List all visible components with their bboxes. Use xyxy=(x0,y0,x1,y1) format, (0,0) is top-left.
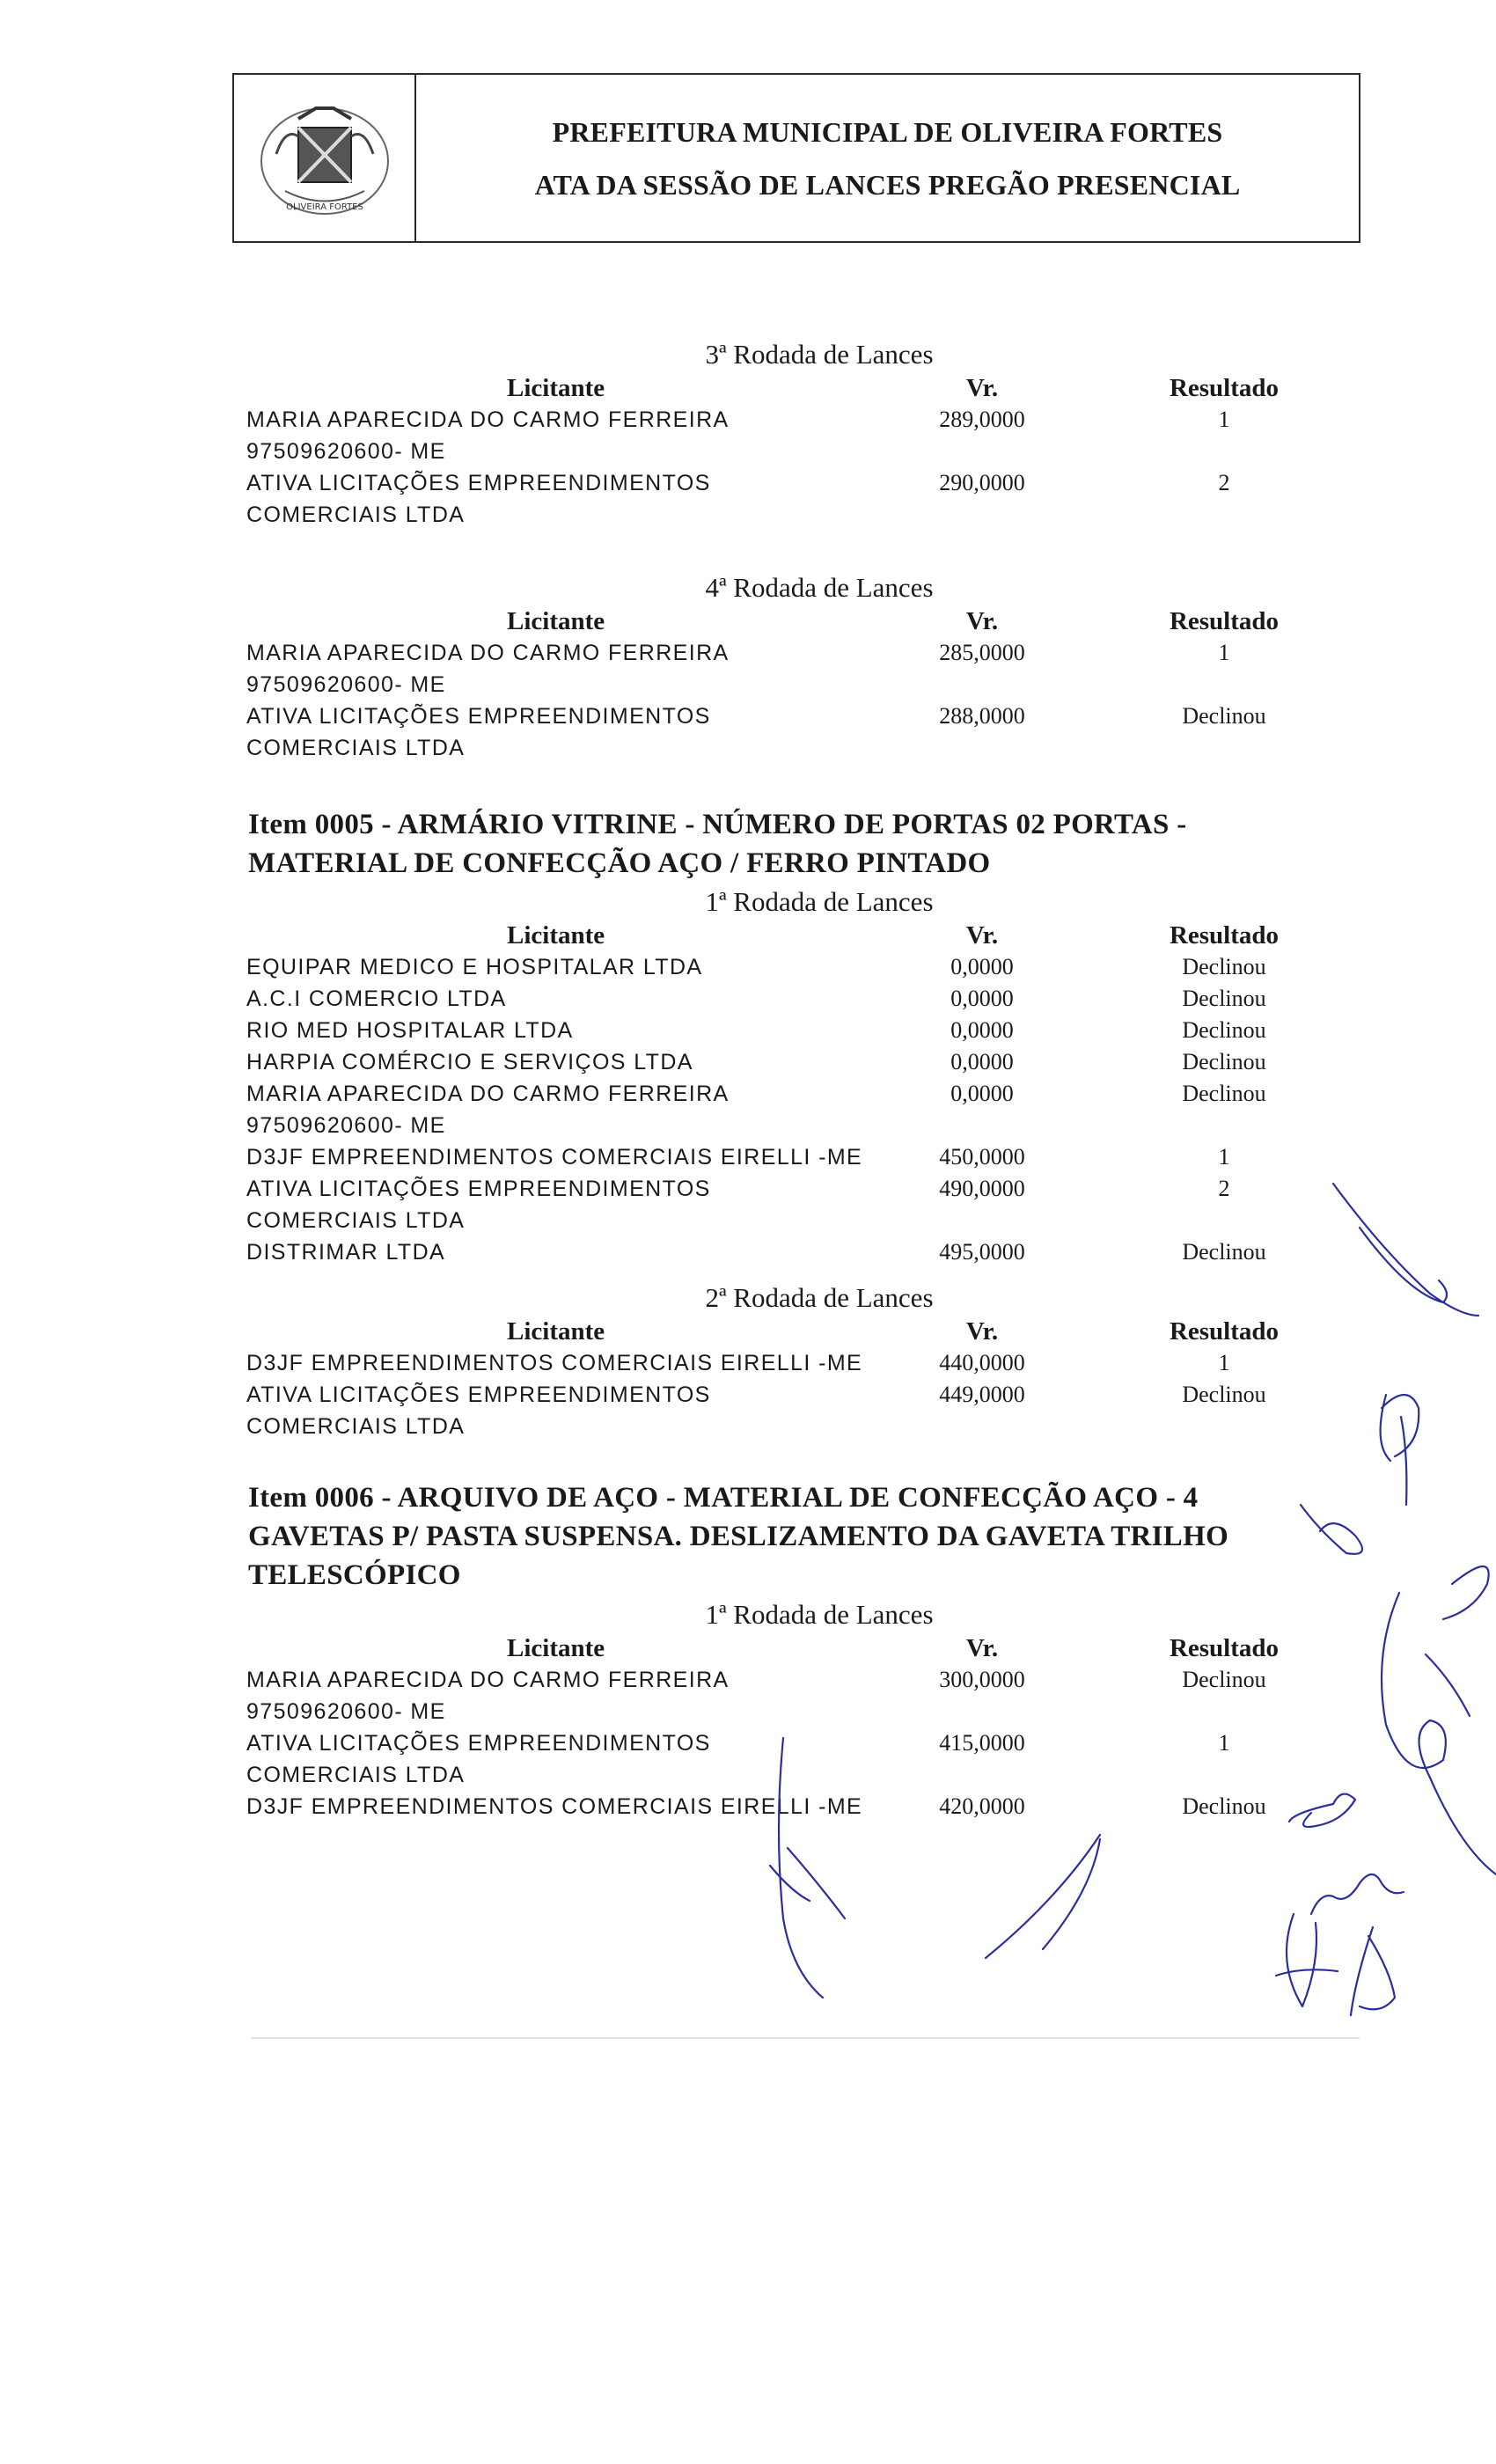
vr-cell: 300,0000 xyxy=(939,1667,1025,1692)
vr-cell: 285,0000 xyxy=(939,640,1025,665)
col-header-resultado: Resultado xyxy=(1169,921,1280,950)
table-row xyxy=(243,404,1299,467)
vr-cell: 0,0000 xyxy=(950,1081,1014,1106)
col-header-vr: Vr. xyxy=(965,374,999,402)
round-4-section xyxy=(243,570,1299,764)
licitante-cell: MARIA APARECIDA DO CARMO FERREIRA 97509620600- ME xyxy=(246,641,730,697)
licitante-cell: MARIA APARECIDA DO CARMO FERREIRA 97509620600- ME xyxy=(246,1082,730,1138)
table-row xyxy=(243,1236,1299,1268)
item-title-line: GAVETAS P/ PASTA SUSPENSA. DESLIZAMENTO DA GAVETA TRILHO xyxy=(248,1521,1229,1552)
item-0005-title xyxy=(248,805,1269,883)
item-title-line: Item 0006 - ARQUIVO DE AÇO - MATERIAL DE CONFECÇÃO AÇO - 4 xyxy=(248,1482,1199,1514)
table-row xyxy=(243,1046,1299,1078)
vr-cell: 415,0000 xyxy=(939,1730,1025,1756)
vr-cell: 290,0000 xyxy=(939,470,1025,495)
item-title-line: Item 0005 - ARMÁRIO VITRINE - NÚMERO DE PORTAS 02 PORTAS - xyxy=(248,809,1187,840)
table-row xyxy=(243,1347,1299,1379)
vr-cell: 288,0000 xyxy=(939,703,1025,729)
licitante-cell: EQUIPAR MEDICO E HOSPITALAR LTDA xyxy=(246,955,703,979)
licitante-cell: DISTRIMAR LTDA xyxy=(246,1240,446,1265)
signature-stroke xyxy=(1381,1395,1419,1505)
resultado-cell: Declinou xyxy=(1182,703,1266,729)
table-row xyxy=(243,1078,1299,1141)
col-header-resultado: Resultado xyxy=(1169,374,1280,402)
col-header-licitante: Licitante xyxy=(507,921,605,950)
col-header-resultado: Resultado xyxy=(1169,607,1280,635)
signature-stroke xyxy=(1382,1593,1496,1874)
licitante-cell: A.C.I COMERCIO LTDA xyxy=(246,986,507,1011)
page-divider xyxy=(251,2037,1360,2039)
table-row xyxy=(243,1015,1299,1046)
vr-cell: 495,0000 xyxy=(939,1239,1025,1265)
col-header-resultado: Resultado xyxy=(1169,1634,1280,1662)
municipal-seal-cell xyxy=(234,75,416,241)
resultado-cell: Declinou xyxy=(1182,1017,1266,1043)
resultado-cell: Declinou xyxy=(1182,1382,1266,1407)
header-title-line-2: ATA DA SESSÃO DE LANCES PREGÃO PRESENCIAL xyxy=(534,168,1241,201)
col-header-vr: Vr. xyxy=(965,1317,999,1346)
resultado-cell: 1 xyxy=(1218,1144,1230,1170)
vr-cell: 440,0000 xyxy=(939,1350,1025,1375)
resultado-cell: Declinou xyxy=(1182,1793,1266,1819)
table-row xyxy=(243,700,1299,764)
signature-stroke xyxy=(1351,1927,1395,2015)
table-row xyxy=(243,1727,1299,1791)
round-title: 3ª Rodada de Lances xyxy=(705,339,934,370)
svg-text:OLIVEIRA FORTES: OLIVEIRA FORTES xyxy=(285,202,363,212)
table-header-row xyxy=(243,1316,1299,1347)
vr-cell: 0,0000 xyxy=(950,954,1014,979)
resultado-cell: 1 xyxy=(1218,1730,1230,1756)
round-title: 1ª Rodada de Lances xyxy=(705,1599,934,1630)
signature-stroke xyxy=(1276,1914,1338,2006)
licitante-cell: ATIVA LICITAÇÕES EMPREENDIMENTOS COMERCIAIS LTDA xyxy=(246,471,711,527)
col-header-licitante: Licitante xyxy=(507,607,605,635)
signature-stroke xyxy=(986,1835,1100,1958)
resultado-cell: 1 xyxy=(1218,640,1230,665)
licitante-cell: ATIVA LICITAÇÕES EMPREENDIMENTOS COMERCIAIS LTDA xyxy=(246,1382,711,1439)
vr-cell: 289,0000 xyxy=(939,407,1025,432)
table-row xyxy=(243,467,1299,531)
table-row xyxy=(243,637,1299,700)
vr-cell: 450,0000 xyxy=(939,1144,1025,1170)
signature-stroke xyxy=(1426,1566,1489,1716)
item-title-line: TELESCÓPICO xyxy=(248,1559,461,1591)
item-0005-round-1-section xyxy=(243,884,1299,1268)
resultado-cell: 2 xyxy=(1218,470,1230,495)
table-header-row xyxy=(243,920,1299,951)
resultado-cell: Declinou xyxy=(1182,1081,1266,1106)
col-header-resultado: Resultado xyxy=(1169,1317,1280,1346)
resultado-cell: Declinou xyxy=(1182,1239,1266,1265)
signature-stroke xyxy=(1311,1874,1404,1914)
round-title: 4ª Rodada de Lances xyxy=(705,572,934,603)
vr-cell: 420,0000 xyxy=(939,1793,1025,1819)
vr-cell: 490,0000 xyxy=(939,1176,1025,1201)
licitante-cell: D3JF EMPREENDIMENTOS COMERCIAIS EIRELLI -ME xyxy=(246,1794,863,1819)
resultado-cell: 2 xyxy=(1218,1176,1230,1201)
licitante-cell: HARPIA COMÉRCIO E SERVIÇOS LTDA xyxy=(246,1050,693,1074)
resultado-cell: Declinou xyxy=(1182,1049,1266,1074)
item-title-line: MATERIAL DE CONFECÇÃO AÇO / FERRO PINTADO xyxy=(248,847,991,879)
document-header xyxy=(232,73,1360,243)
header-title-line-1: PREFEITURA MUNICIPAL DE OLIVEIRA FORTES xyxy=(552,115,1223,148)
vr-cell: 0,0000 xyxy=(950,1049,1014,1074)
resultado-cell: 1 xyxy=(1218,1350,1230,1375)
signature-stroke xyxy=(1301,1505,1362,1554)
licitante-cell: MARIA APARECIDA DO CARMO FERREIRA 97509620600- ME xyxy=(246,1668,730,1724)
round-title: 1ª Rodada de Lances xyxy=(705,886,934,917)
table-header-row xyxy=(243,605,1299,637)
table-header-row xyxy=(243,372,1299,404)
table-header-row xyxy=(243,1632,1299,1664)
licitante-cell: ATIVA LICITAÇÕES EMPREENDIMENTOS COMERCIAIS LTDA xyxy=(246,1731,711,1787)
round-3-section xyxy=(243,337,1299,531)
table-row xyxy=(243,1379,1299,1442)
header-title-cell xyxy=(416,75,1359,241)
round-title: 2ª Rodada de Lances xyxy=(705,1282,934,1313)
signature-stroke xyxy=(1333,1184,1478,1316)
item-0005-round-2-section xyxy=(243,1280,1299,1442)
col-header-licitante: Licitante xyxy=(507,1317,605,1346)
vr-cell: 0,0000 xyxy=(950,1017,1014,1043)
table-row xyxy=(243,1141,1299,1173)
licitante-cell: D3JF EMPREENDIMENTOS COMERCIAIS EIRELLI -ME xyxy=(246,1145,863,1170)
col-header-vr: Vr. xyxy=(965,1634,999,1662)
resultado-cell: 1 xyxy=(1218,407,1230,432)
vr-cell: 0,0000 xyxy=(950,986,1014,1011)
table-row xyxy=(243,951,1299,983)
table-row xyxy=(243,983,1299,1015)
licitante-cell: D3JF EMPREENDIMENTOS COMERCIAIS EIRELLI -ME xyxy=(246,1351,863,1375)
licitante-cell: ATIVA LICITAÇÕES EMPREENDIMENTOS COMERCIAIS LTDA xyxy=(246,1177,711,1233)
col-header-licitante: Licitante xyxy=(507,1634,605,1662)
col-header-vr: Vr. xyxy=(965,921,999,950)
col-header-licitante: Licitante xyxy=(507,374,605,402)
resultado-cell: Declinou xyxy=(1182,986,1266,1011)
vr-cell: 449,0000 xyxy=(939,1382,1025,1407)
item-0006-round-1-section xyxy=(243,1597,1299,1822)
municipal-seal-logo xyxy=(250,92,400,224)
item-0006-title xyxy=(248,1478,1269,1595)
licitante-cell: RIO MED HOSPITALAR LTDA xyxy=(246,1018,574,1043)
table-row xyxy=(243,1173,1299,1236)
resultado-cell: Declinou xyxy=(1182,954,1266,979)
licitante-cell: MARIA APARECIDA DO CARMO FERREIRA 97509620600- ME xyxy=(246,407,730,464)
table-row xyxy=(243,1664,1299,1727)
table-row xyxy=(243,1791,1299,1822)
licitante-cell: ATIVA LICITAÇÕES EMPREENDIMENTOS COMERCIAIS LTDA xyxy=(246,704,711,760)
col-header-vr: Vr. xyxy=(965,607,999,635)
resultado-cell: Declinou xyxy=(1182,1667,1266,1692)
